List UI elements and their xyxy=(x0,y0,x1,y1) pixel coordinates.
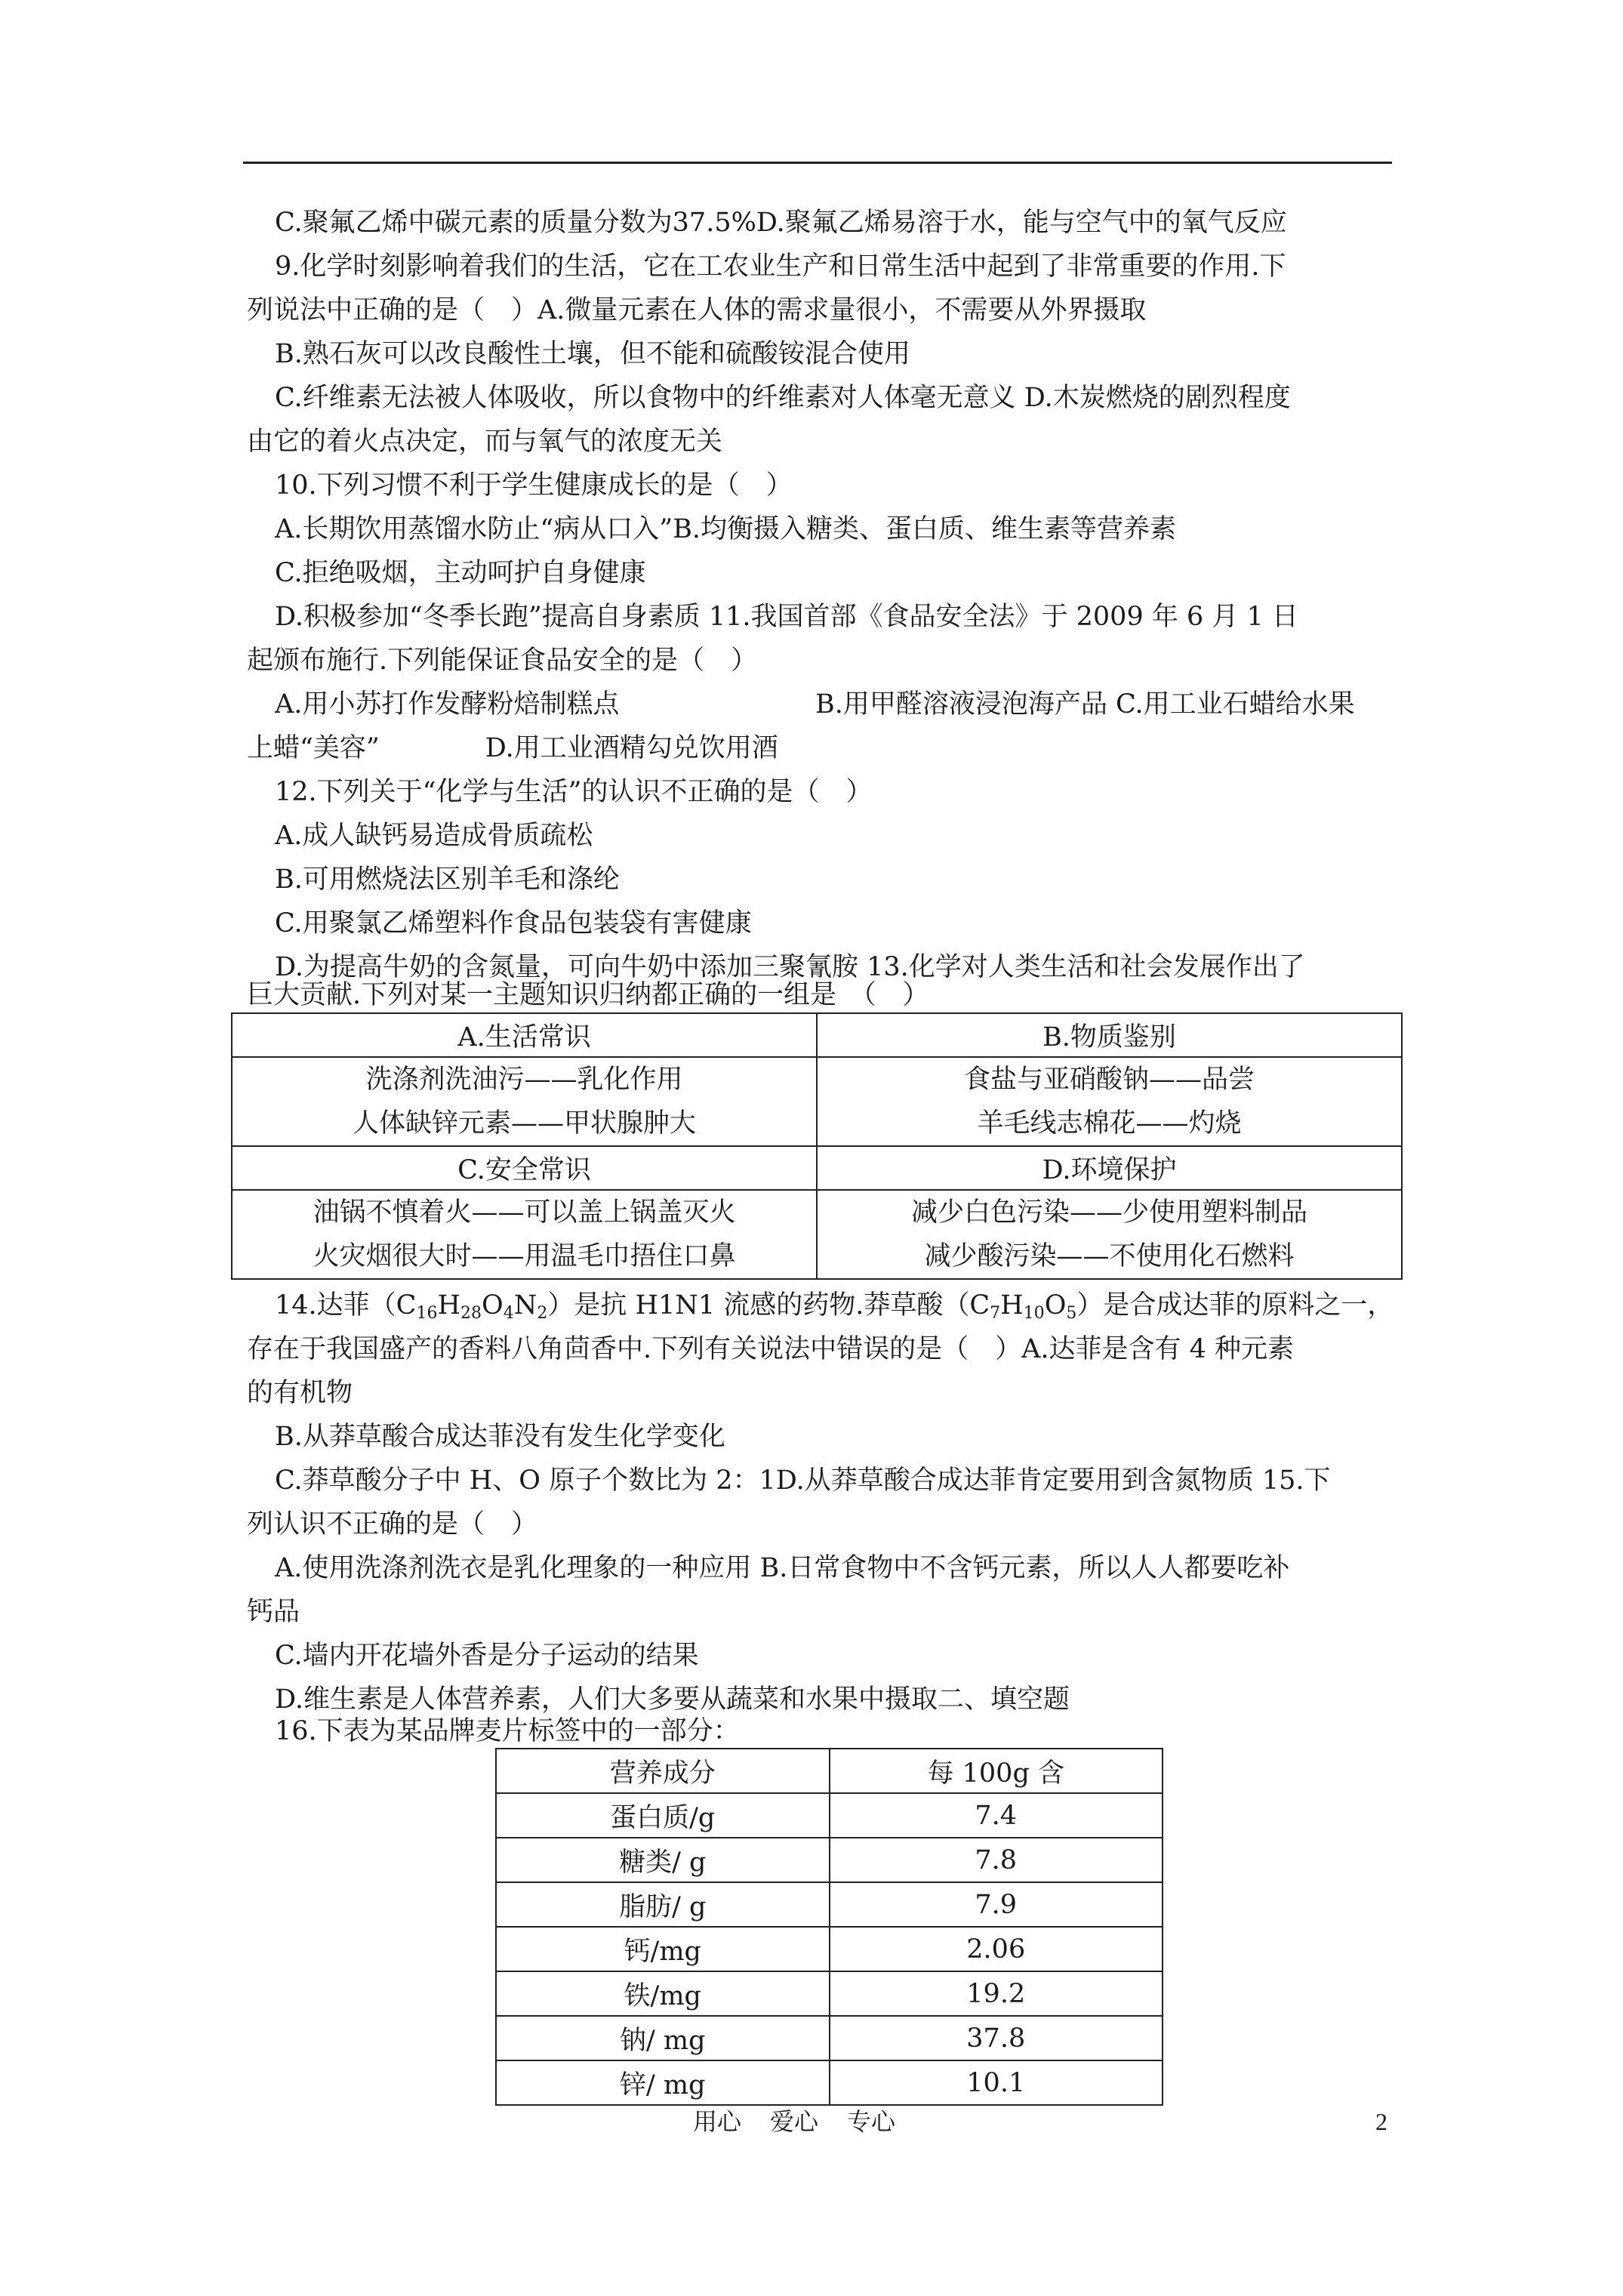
text-line: 的有机物 xyxy=(247,1378,353,1408)
table-cell: 7.8 xyxy=(830,1838,1163,1882)
text-span: ）是抗 H1N1 流感的药物.莽草酸（C xyxy=(547,1290,990,1321)
question-14 xyxy=(275,1284,1394,1327)
table-cell xyxy=(817,1057,1402,1146)
table-cell: 钠/ mg xyxy=(496,2016,830,2060)
text-line: A.用小苏打作发酵粉焙制糕点 xyxy=(275,689,620,720)
table-cell: 19.2 xyxy=(830,1971,1163,2016)
text-line: C.拒绝吸烟，主动呵护自身健康 xyxy=(275,558,646,588)
cell-line: 洗涤剂洗油污——乳化作用 xyxy=(365,1065,683,1095)
table-cell: C.安全常识 xyxy=(232,1146,817,1190)
cell-line: 火灾烟很大时——用温毛巾捂住口鼻 xyxy=(313,1241,736,1271)
table-cell: D.环境保护 xyxy=(817,1146,1402,1190)
table-cell: 锌/ mg xyxy=(496,2060,830,2105)
table-cell xyxy=(817,1190,1402,1279)
text-line: A.使用洗涤剂洗衣是乳化理象的一种应用 B.日常食物中不含钙元素，所以人人都要吃补 xyxy=(275,1553,1290,1583)
page-number: 2 xyxy=(1375,2108,1387,2135)
element-symbol: H xyxy=(1000,1290,1024,1321)
element-symbol: N xyxy=(513,1290,537,1321)
text-line: D.为提高牛奶的含氮量，可向牛奶中添加三聚氰胺 13.化学对人类生活和社会发展作出了 xyxy=(275,952,1305,982)
text-line: 列说法中正确的是（ ）A.微量元素在人体的需求量很小，不需要从外界摄取 xyxy=(247,295,1147,325)
question-16: 16.下表为某品牌麦片标签中的一部分： xyxy=(275,1716,740,1746)
table-cell: 37.8 xyxy=(830,2016,1163,2060)
text-line: 由它的着火点决定，而与氧气的浓度无关 xyxy=(247,427,723,457)
text-line: C.莽草酸分子中 H、O 原子个数比为 2：1D.从莽草酸合成达菲肯定要用到含氮物质 15.下 xyxy=(275,1465,1331,1496)
table-cell: 7.9 xyxy=(830,1882,1163,1927)
text-span: 14.达菲（C xyxy=(275,1290,417,1321)
table-row xyxy=(496,1838,1163,1882)
footer-word: 爱心 xyxy=(770,2107,819,2136)
table-cell: 铁/mg xyxy=(496,1971,830,2016)
table-cell: B.物质鉴别 xyxy=(817,1013,1402,1057)
header-rule xyxy=(243,162,1392,164)
table-row xyxy=(496,1882,1163,1927)
subscript: 2 xyxy=(537,1304,548,1323)
cell-line: 减少白色污染——少使用塑料制品 xyxy=(910,1197,1307,1228)
text-line: C.聚氟乙烯中碳元素的质量分数为37.5%D.聚氟乙烯易溶于水，能与空气中的氧气反应 xyxy=(275,208,1287,238)
text-line: C.墙内开花墙外香是分子运动的结果 xyxy=(275,1641,699,1671)
column-header: 每 100g 含 xyxy=(830,1749,1163,1793)
element-symbol: O xyxy=(1044,1290,1067,1321)
text-line: 钙品 xyxy=(247,1597,300,1627)
text-line: D.维生素是人体营养素，人们大多要从蔬菜和水果中摄取二、填空题 xyxy=(275,1684,1070,1715)
table-row xyxy=(496,1927,1163,1971)
cell-line: 减少酸污染——不使用化石燃料 xyxy=(924,1241,1295,1271)
text-line: B.用甲醛溶液浸泡海产品 C.用工业石蜡给水果 xyxy=(815,689,1355,720)
text-span: ）是合成达菲的原料之一， xyxy=(1076,1290,1394,1321)
question-9: 9.化学时刻影响着我们的生活，它在工农业生产和日常生活中起到了非常重要的作用.下 xyxy=(275,251,1286,282)
table-cell: 10.1 xyxy=(830,2060,1163,2105)
table-cell xyxy=(232,1057,817,1146)
text-line: 存在于我国盛产的香料八角茴香中.下列有关说法中错误的是（ ）A.达菲是含有 4 种元素 xyxy=(247,1334,1295,1364)
text-line: B.从莽草酸合成达菲没有发生化学变化 xyxy=(275,1422,725,1452)
table-row xyxy=(496,1971,1163,2016)
table-row xyxy=(496,2016,1163,2060)
text-line: A.长期饮用蒸馏水防止“病从口入”B.均衡摄入糖类、蛋白质、维生素等营养素 xyxy=(275,514,1177,544)
table-cell: 2.06 xyxy=(830,1927,1163,1971)
subscript: 28 xyxy=(460,1304,482,1323)
table-cell xyxy=(232,1190,817,1279)
table-cell: 脂肪/ g xyxy=(496,1882,830,1927)
subscript: 16 xyxy=(416,1304,438,1323)
text-line: 巨大贡献.下列对某一主题知识归纳都正确的一组是 （ ） xyxy=(247,980,929,1010)
table-header-row xyxy=(496,1749,1163,1793)
text-line: C.用聚氯乙烯塑料作食品包装袋有害健康 xyxy=(275,908,752,938)
text-line: B.熟石灰可以改良酸性土壤，但不能和硫酸铵混合使用 xyxy=(275,339,910,369)
cell-line: 人体缺锌元素——甲状腺肿大 xyxy=(352,1108,696,1139)
question-10: 10.下列习惯不利于学生健康成长的是（ ） xyxy=(275,470,793,501)
element-symbol: O xyxy=(481,1290,504,1321)
table-cell: 蛋白质/g xyxy=(496,1793,830,1838)
text-line: B.可用燃烧法区别羊毛和涤纶 xyxy=(275,864,620,895)
table-row xyxy=(496,1793,1163,1838)
cell-line: 食盐与亚硝酸钠——品尝 xyxy=(963,1065,1255,1095)
nutrition-table xyxy=(495,1748,1163,2106)
subscript: 5 xyxy=(1066,1304,1077,1323)
subscript: 4 xyxy=(503,1304,514,1323)
table-cell: 7.4 xyxy=(830,1793,1163,1838)
table-cell: 糖类/ g xyxy=(496,1838,830,1882)
text-line: 列认识不正确的是（ ） xyxy=(247,1509,538,1539)
text-line: A.成人缺钙易造成骨质疏松 xyxy=(275,821,593,851)
subscript: 7 xyxy=(990,1304,1001,1323)
table-row xyxy=(496,2060,1163,2105)
question-12: 12.下列关于“化学与生活”的认识不正确的是（ ） xyxy=(275,777,873,807)
text-line: D.积极参加“冬季长跑”提高自身素质 11.我国首部《食品安全法》于 2009 年 6 月 1 日 xyxy=(275,602,1298,632)
text-line: C.纤维素无法被人体吸收，所以食物中的纤维素对人体毫无意义 D.木炭燃烧的剧烈程度 xyxy=(275,383,1291,413)
table-cell: A.生活常识 xyxy=(232,1013,817,1057)
cell-line: 油锅不慎着火——可以盖上锅盖灭火 xyxy=(313,1197,736,1228)
cell-line: 羊毛线志棉花——灼烧 xyxy=(977,1108,1242,1139)
subscript: 10 xyxy=(1023,1304,1045,1323)
question-13-table xyxy=(231,1012,1403,1280)
footer-slogan xyxy=(693,2103,924,2140)
text-line: 上蜡“美容” D.用工业酒精勾兑饮用酒 xyxy=(247,733,778,763)
text-line: 起颁布施行.下列能保证食品安全的是（ ） xyxy=(247,646,758,676)
element-symbol: H xyxy=(437,1290,460,1321)
table-cell: 钙/mg xyxy=(496,1927,830,1971)
footer-word: 专心 xyxy=(847,2107,896,2136)
column-header: 营养成分 xyxy=(496,1749,830,1793)
footer-word: 用心 xyxy=(693,2107,742,2136)
